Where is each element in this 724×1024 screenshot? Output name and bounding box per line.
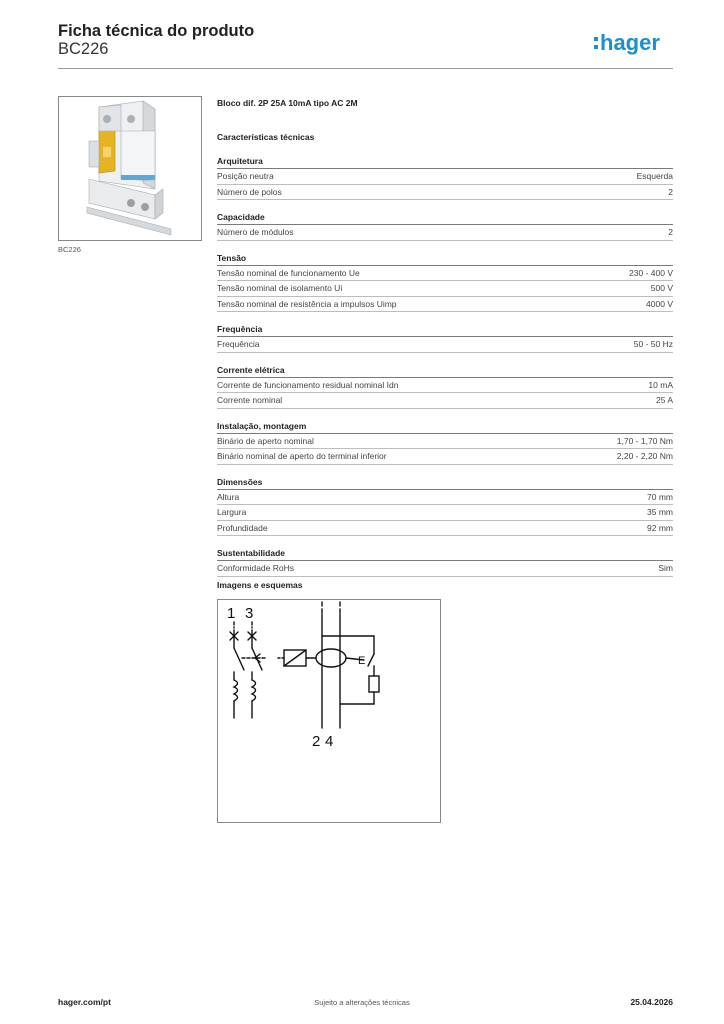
section-title: Instalação, montagem xyxy=(217,420,673,434)
section-title: Tensão xyxy=(217,252,673,266)
product-reference: BC226 xyxy=(58,40,109,58)
spec-value: 2,20 - 2,20 Nm xyxy=(616,451,673,461)
spec-value: 25 A xyxy=(655,395,673,405)
section-title: Arquitetura xyxy=(217,155,673,169)
spec-row xyxy=(217,449,673,465)
section-instalacao xyxy=(217,420,673,465)
spec-value: 2 xyxy=(668,186,673,197)
images-title: Imagens e esquemas xyxy=(217,580,303,590)
spec-row xyxy=(217,185,673,201)
product-image-caption: BC226 xyxy=(58,245,81,254)
terminal-label-2: 2 xyxy=(312,733,321,750)
section-tensao xyxy=(217,252,673,313)
hager-logo xyxy=(592,28,674,58)
wiring-diagram-drawing xyxy=(218,600,440,822)
product-illustration xyxy=(59,97,201,240)
spec-row xyxy=(217,169,673,185)
specifications xyxy=(217,96,673,577)
test-label: E xyxy=(358,655,366,667)
spec-value: Sim xyxy=(658,563,673,573)
section-sustentabilidade xyxy=(217,547,673,577)
spec-value: 1,70 - 1,70 Nm xyxy=(616,435,673,446)
spec-label: Tensão nominal de funcionamento Ue xyxy=(217,267,360,278)
spec-label: Corrente de funcionamento residual nominal Idn xyxy=(217,379,399,390)
spec-value: 10 mA xyxy=(648,379,673,390)
spec-row xyxy=(217,561,673,577)
spec-label: Conformidade RoHs xyxy=(217,563,295,573)
section-title: Dimensões xyxy=(217,476,673,490)
terminal-label-4: 4 xyxy=(325,733,334,750)
spec-label: Binário nominal de aperto do terminal inferior xyxy=(217,451,387,461)
spec-row xyxy=(217,393,673,409)
spec-label: Número de polos xyxy=(217,186,282,197)
section-dimensoes xyxy=(217,476,673,537)
wiring-diagram xyxy=(217,599,441,823)
spec-label: Binário de aperto nominal xyxy=(217,435,314,446)
logo-text: hager xyxy=(600,30,660,55)
spec-row xyxy=(217,266,673,282)
spec-row xyxy=(217,297,673,313)
spec-row xyxy=(217,521,673,537)
spec-value: 50 - 50 Hz xyxy=(633,339,673,349)
spec-value: Esquerda xyxy=(636,171,673,181)
footer-date: 25.04.2026 xyxy=(630,997,673,1007)
spec-label: Altura xyxy=(217,491,240,502)
section-arquitetura xyxy=(217,155,673,200)
spec-row xyxy=(217,337,673,353)
spec-row xyxy=(217,281,673,297)
footer-website[interactable]: hager.com/pt xyxy=(58,997,111,1007)
spec-row xyxy=(217,505,673,521)
spec-label: Tensão nominal de isolamento Ui xyxy=(217,283,343,293)
terminal-label-3: 3 xyxy=(245,605,254,622)
spec-label: Largura xyxy=(217,507,247,517)
section-title: Frequência xyxy=(217,323,673,337)
spec-label: Posição neutra xyxy=(217,171,274,181)
header-divider xyxy=(58,68,673,69)
spec-row xyxy=(217,434,673,450)
page-title: Ficha técnica do produto xyxy=(58,22,255,40)
spec-value: 4000 V xyxy=(646,298,673,309)
section-corrente xyxy=(217,364,673,409)
spec-row xyxy=(217,490,673,506)
spec-value: 35 mm xyxy=(647,507,673,517)
section-title: Sustentabilidade xyxy=(217,547,673,561)
product-image xyxy=(58,96,202,241)
spec-value: 2 xyxy=(668,227,673,237)
spec-label: Número de módulos xyxy=(217,227,294,237)
terminal-label-1: 1 xyxy=(227,605,236,622)
product-name: Bloco dif. 2P 25A 10mA tipo AC 2M xyxy=(217,98,358,108)
spec-value: 500 V xyxy=(650,283,673,293)
spec-row xyxy=(217,378,673,394)
characteristics-title: Características técnicas xyxy=(217,132,315,142)
spec-label: Profundidade xyxy=(217,522,268,533)
spec-label: Tensão nominal de resistência a impulsos Uimp xyxy=(217,298,397,309)
spec-value: 70 mm xyxy=(647,491,673,502)
spec-value: 230 - 400 V xyxy=(629,267,673,278)
spec-value: 92 mm xyxy=(647,522,673,533)
section-title: Capacidade xyxy=(217,211,673,225)
section-capacidade xyxy=(217,211,673,241)
section-frequencia xyxy=(217,323,673,353)
spec-label: Corrente nominal xyxy=(217,395,283,405)
spec-row xyxy=(217,225,673,241)
footer-note: Sujeito a alterações técnicas xyxy=(314,998,410,1007)
spec-label: Frequência xyxy=(217,339,260,349)
section-title: Corrente elétrica xyxy=(217,364,673,378)
